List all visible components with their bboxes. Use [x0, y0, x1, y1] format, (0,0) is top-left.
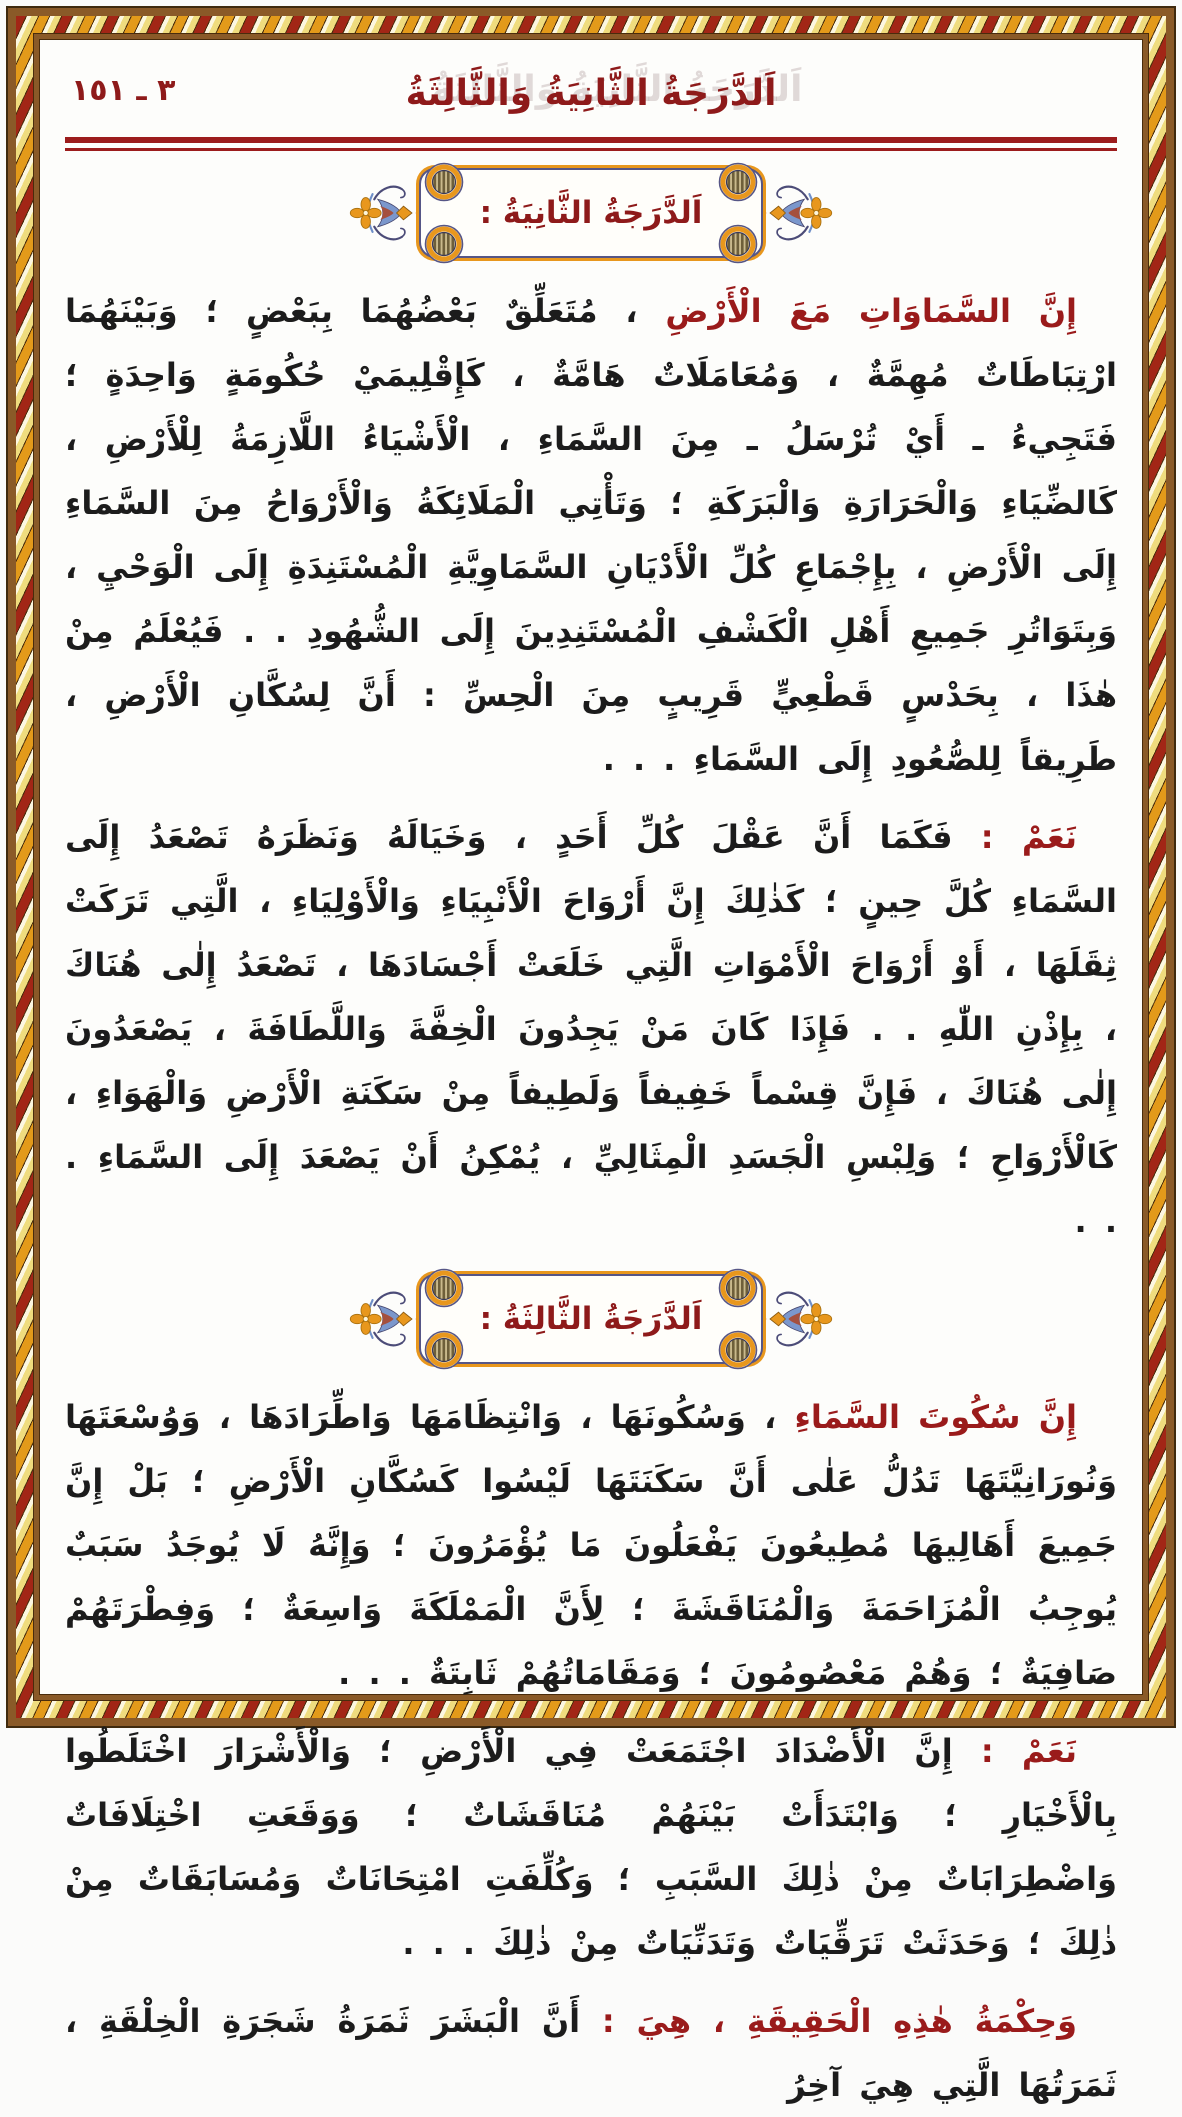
body-text	[65, 279, 1117, 2117]
page-content	[34, 34, 1148, 2104]
corner-circle-icon	[718, 1268, 758, 1308]
paragraph-body: فَكَمَا أَنَّ عَقْلَ كُلِّ أَحَدٍ ، وَخَيَالَهُ وَنَظَرَهُ تَصْعَدُ إِلَى السَّمَاءِ كُلَّ حِينٍ ؛ كَذٰلِكَ إِنَّ أَرْوَاحَ الْأَنْبِيَاءِ وَالْأَوْلِيَاءِ ، الَّتِي تَرَكَتْ ثِقَلَهَا ، أَوْ أَرْوَاحَ الْأَمْوَاتِ الَّتِي خَلَعَتْ أَجْسَادَهَا ، تَصْعَدُ إِلٰى هُنَاكَ ، بِإِذْنِ اللّٰهِ . . فَإِذَا كَانَ مَنْ يَجِدُونَ الْخِفَّةَ وَاللَّطَافَةَ ، يَصْعَدُونَ إِلٰى هُنَاكَ ، فَإِنَّ قِسْماً خَفِيفاً وَلَطِيفاً مِنْ سَكَنَةِ الْأَرْضِ وَالْهَوَاءِ ، كَالْأَرْوَاحِ ؛ وَلِبْسِ الْجَسَدِ الْمِثَالِيِّ ، يُمْكِنُ أَنْ يَصْعَدَ إِلَى السَّمَاءِ . . .	[65, 818, 1117, 1240]
cartouche	[419, 168, 763, 258]
paragraph-lead: إِنَّ السَّمَاوَاتِ مَعَ الْأَرْضِ	[665, 292, 1078, 330]
paragraph	[65, 279, 1117, 791]
corner-circle-icon	[718, 162, 758, 202]
side-ornament-icon	[352, 167, 424, 259]
corner-circle-icon	[718, 1330, 758, 1370]
cartouche	[419, 1274, 763, 1364]
paragraph-lead: وَحِكْمَةُ هٰذِهِ الْحَقِيقَةِ ، هِيَ :	[601, 2002, 1078, 2040]
section-banner-second	[65, 161, 1117, 265]
ornamental-border	[6, 6, 1176, 2104]
page-header	[65, 61, 1117, 127]
paragraph-lead: نَعَمْ :	[980, 818, 1078, 856]
paragraph-lead: إِنَّ سُكُوتَ السَّمَاءِ	[794, 1398, 1078, 1436]
side-ornament-icon	[758, 167, 830, 259]
paragraph-body: إِنَّ الْأَضْدَادَ اجْتَمَعَتْ فِي الْأَرْضِ ؛ وَالْأَشْرَارَ اخْتَلَطُوا بِالْأَخْيَارِ ؛ وَابْتَدَأَتْ بَيْنَهُمْ مُنَاقَشَاتٌ ؛ وَوَقَعَتِ اخْتِلَافَاتٌ وَاضْطِرَابَاتٌ مِنْ ذٰلِكَ السَّبَبِ ؛ وَكُلِّفَتِ امْتِحَانَاتٌ وَمُسَابَقَاتٌ مِنْ ذٰلِكَ ؛ وَحَدَثَتْ تَرَقِّيَاتٌ وَتَدَنِّيَاتٌ مِنْ ذٰلِكَ . . .	[65, 1732, 1117, 1962]
corner-circle-icon	[424, 1330, 464, 1370]
section-banner-third	[65, 1267, 1117, 1371]
paragraph-body: ، وَسُكُونَهَا ، وَانْتِظَامَهَا وَاطِّرَادَهَا ، وَوُسْعَتَهَا وَنُورَانِيَّتَهَا تَدُلُّ عَلٰى أَنَّ سَكَنَتَهَا لَيْسُوا كَسُكَّانِ الْأَرْضِ ؛ بَلْ إِنَّ جَمِيعَ أَهَالِيهَا مُطِيعُونَ يَفْعَلُونَ مَا يُؤْمَرُونَ ؛ وَإِنَّهُ لَا يُوجَدُ سَبَبٌ يُوجِبُ الْمُزَاحَمَةَ وَالْمُنَاقَشَةَ ؛ لِأَنَّ الْمَمْلَكَةَ وَاسِعَةٌ ؛ وَفِطْرَتَهُمْ صَافِيَةٌ ؛ وَهُمْ مَعْصُومُونَ ؛ وَمَقَامَاتُهُمْ ثَابِتَةٌ . . .	[65, 1398, 1117, 1692]
paragraph	[65, 1719, 1117, 1975]
page-number: ٣ ـ ١٥١	[71, 73, 176, 108]
corner-circle-icon	[424, 1268, 464, 1308]
banner-title-second: اَلدَّرَجَةُ الثَّانِيَةُ :	[479, 195, 703, 231]
paragraph-body: ، مُتَعَلِّقٌ بَعْضُهُمَا بِبَعْضٍ ؛ وَبَيْنَهُمَا ارْتِبَاطَاتٌ مُهِمَّةٌ ، وَمُعَامَلَاتٌ هَامَّةٌ ، كَإِقْلِيمَيْ حُكُومَةٍ وَاحِدَةٍ ؛ فَتَجِيءُ ـ أَيْ تُرْسَلُ ـ مِنَ السَّمَاءِ ، الْأَشْيَاءُ اللَّازِمَةُ لِلْأَرْضِ ، كَالضِّيَاءِ وَالْحَرَارَةِ وَالْبَرَكَةِ ؛ وَتَأْتِي الْمَلَائِكَةُ وَالْأَرْوَاحُ مِنَ السَّمَاءِ إِلَى الْأَرْضِ ، بِإِجْمَاعِ كُلِّ الْأَدْيَانِ السَّمَاوِيَّةِ الْمُسْتَنِدَةِ إِلَى الْوَحْيِ ، وَبِتَوَاتُرِ جَمِيعِ أَهْلِ الْكَشْفِ الْمُسْتَنِدِينَ إِلَى الشُّهُودِ . . فَيُعْلَمُ مِنْ هٰذَا ، بِحَدْسٍ قَطْعِيٍّ قَرِيبٍ مِنَ الْحِسِّ : أَنَّ لِسُكَّانِ الْأَرْضِ ، طَرِيقاً لِلصُّعُودِ إِلَى السَّمَاءِ . . .	[65, 292, 1117, 778]
banner-title-third: اَلدَّرَجَةُ الثَّالِثَةُ :	[479, 1301, 703, 1337]
corner-circle-icon	[718, 224, 758, 264]
side-ornament-icon	[352, 1273, 424, 1365]
paragraph	[65, 1385, 1117, 1705]
paragraph	[65, 1989, 1117, 2117]
corner-circle-icon	[424, 162, 464, 202]
page-title: اَلدَّرَجَةُ الثَّانِيَةُ وَالثَّالِثَةُ	[405, 73, 777, 114]
header-divider	[65, 137, 1117, 151]
paragraph	[65, 805, 1117, 1253]
corner-circle-icon	[424, 224, 464, 264]
paragraph-lead: نَعَمْ :	[980, 1732, 1078, 1770]
chain-pattern-border	[16, 16, 1166, 2104]
side-ornament-icon	[758, 1273, 830, 1365]
paragraph-body: أَنَّ الْبَشَرَ ثَمَرَةُ شَجَرَةِ الْخِلْقَةِ ، ثَمَرَتُهَا الَّتِي هِيَ آخِرُ	[65, 2002, 1117, 2104]
